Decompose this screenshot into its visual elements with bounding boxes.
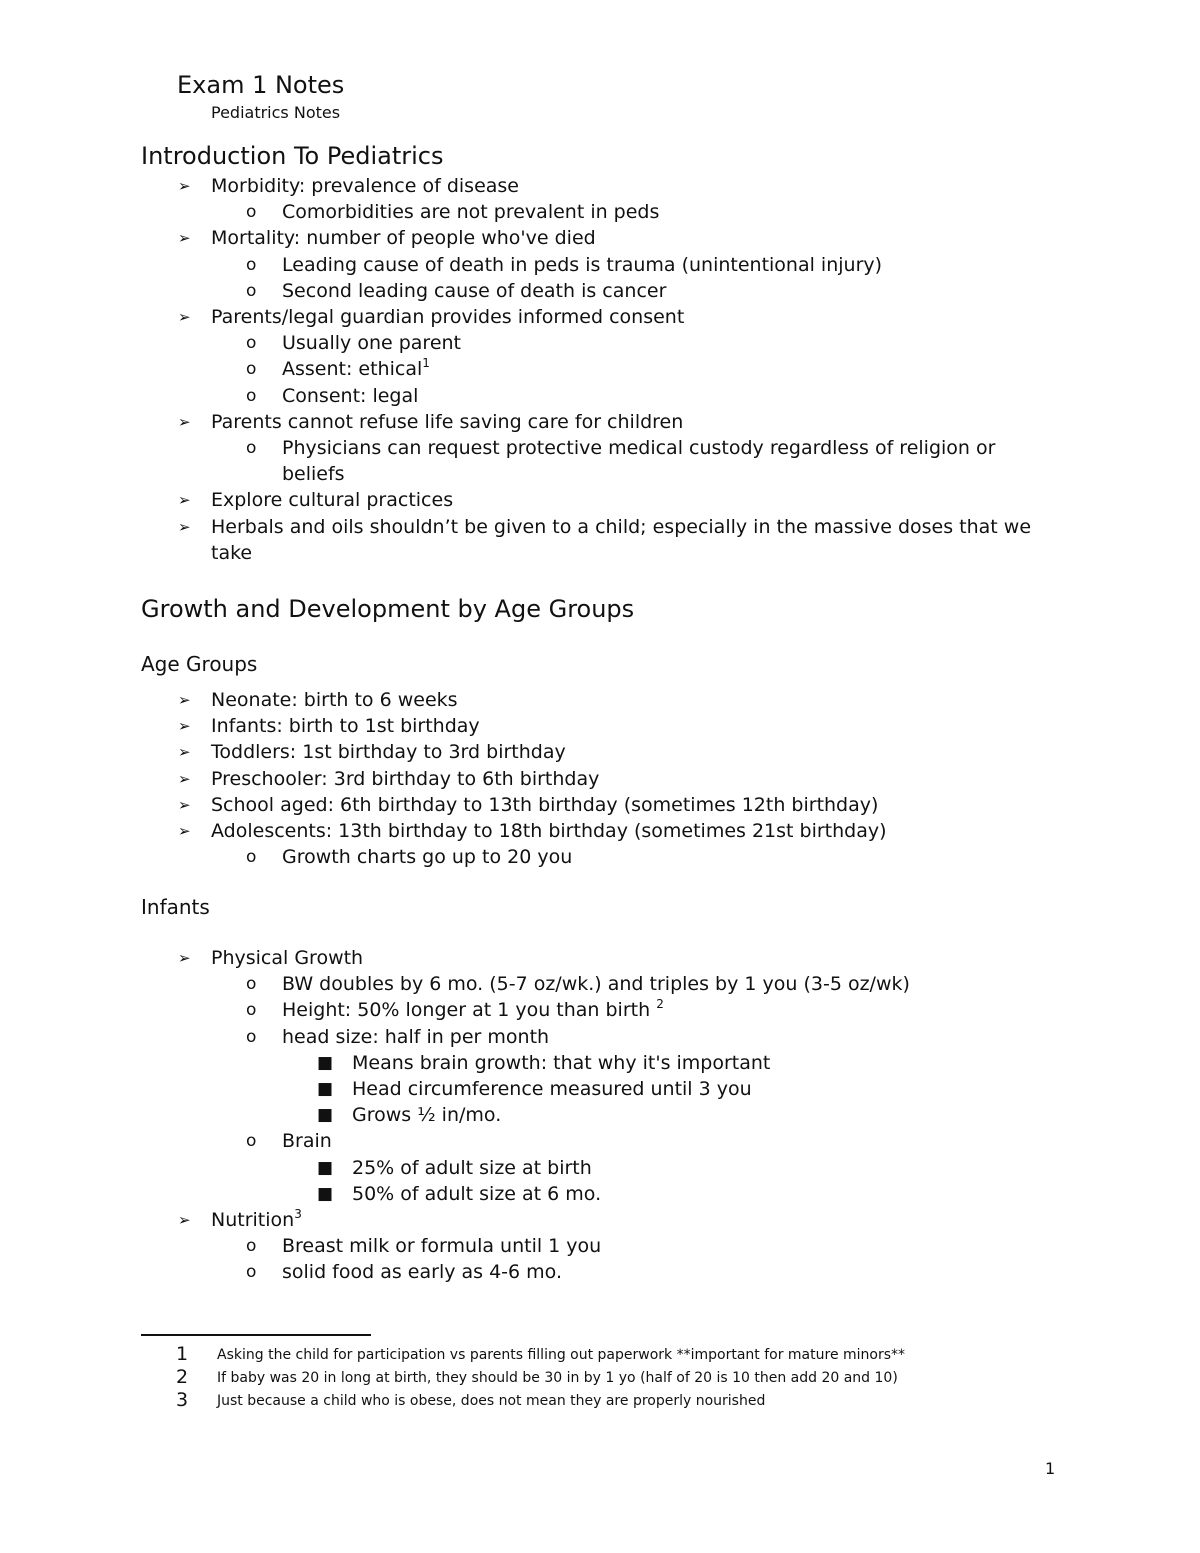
arrow-bullet-icon: ➢ [178,691,191,709]
list-item-text: head size: half in per month [282,1025,550,1048]
list-item-text: 50% of adult size at 6 mo. [352,1182,602,1205]
footnote-text: If baby was 20 in long at birth, they should be 30 in by 1 yo (half of 20 is 10 then add 20 and 10) [217,1370,898,1386]
footnote-text: Just because a child who is obese, does not mean they are properly nourished [217,1393,766,1409]
infants-list [0,945,1200,1286]
list-item [0,766,1200,792]
circle-bullet-icon: o [246,1000,257,1021]
list-item-text: Physicians can request protective medical custody regardless of religion or beliefs [282,437,996,486]
list-item-text: Preschooler: 3rd birthday to 6th birthday [211,767,600,790]
introduction-list [0,173,1200,566]
footnote-text: Asking the child for participation vs parents filling out paperwork **important for mature minors** [217,1347,906,1363]
list-item [0,971,1200,997]
list-item [0,1233,1200,1259]
square-bullet-icon: ■ [317,1105,334,1126]
circle-bullet-icon: o [246,1236,257,1257]
circle-bullet-icon: o [246,1131,257,1152]
age-groups-list [0,687,1200,870]
list-item [0,945,1200,971]
subheading-age-groups: Age Groups [141,652,258,676]
list-item [0,304,1200,330]
circle-bullet-icon: o [246,359,257,380]
list-item-text: Physical Growth [211,947,364,969]
footnote-ref[interactable]: 2 [656,997,664,1012]
footnote [0,1366,1200,1389]
list-item [0,252,1200,278]
list-item [0,199,1200,225]
list-item-text: Growth charts go up to 20 you [282,846,573,869]
list-item [0,713,1200,739]
list-item [0,792,1200,818]
list-item [0,487,1200,513]
footnotes [0,1343,1200,1412]
list-item-text: Mortality: number of people who've died [211,227,596,250]
list-item [0,739,1200,765]
document-title: Exam 1 Notes [177,71,345,99]
circle-bullet-icon: o [246,1262,257,1283]
list-item [0,1207,1200,1233]
list-item [0,173,1200,199]
list-item-text: Comorbidities are not prevalent in peds [282,201,660,224]
arrow-bullet-icon: ➢ [178,308,191,327]
footnote-number: 1 [176,1343,189,1365]
footnote-number: 2 [176,1366,189,1388]
list-item-text: Nutrition [211,1209,295,1232]
arrow-bullet-icon: ➢ [178,822,191,841]
list-item-text: Infants: birth to 1st birthday [211,715,480,738]
list-item-text: Usually one parent [282,332,462,355]
circle-bullet-icon: o [246,280,257,301]
list-item-text: 25% of adult size at birth [352,1156,592,1179]
arrow-bullet-icon: ➢ [178,229,191,248]
arrow-bullet-icon: ➢ [178,1211,191,1230]
list-item-text: Grows ½ in/mo. [352,1104,502,1127]
list-item-text: School aged: 6th birthday to 13th birthday (sometimes 12th birthday) [211,793,879,816]
circle-bullet-icon: o [246,385,257,406]
list-item [0,383,1200,409]
list-item-text: Parents/legal guardian provides informed consent [211,306,685,329]
list-item-text: Brain [282,1130,332,1153]
list-item [0,514,1071,566]
list-item [0,330,1200,356]
list-item [0,278,1200,304]
arrow-bullet-icon: ➢ [178,949,191,967]
list-item-text: Adolescents: 13th birthday to 18th birthday (sometimes 21st birthday) [211,820,887,843]
list-item [0,1259,1200,1285]
list-item-text: BW doubles by 6 mo. (5-7 oz/wk.) and triples by 1 you (3-5 oz/wk) [282,973,910,996]
arrow-bullet-icon: ➢ [178,177,191,195]
list-item-text: solid food as early as 4-6 mo. [282,1261,562,1284]
footnote [0,1389,1200,1412]
list-item [0,1076,1200,1102]
list-item-text: Assent: ethical [282,358,423,381]
circle-bullet-icon: o [246,974,257,995]
list-item-text: Parents cannot refuse life saving care for children [211,410,684,433]
list-item-text: Breast milk or formula until 1 you [282,1235,602,1258]
list-item [0,409,1200,435]
list-item [0,356,1200,382]
list-item [0,225,1200,251]
square-bullet-icon: ■ [317,1183,334,1204]
list-item [0,1128,1200,1154]
list-item-text: Neonate: birth to 6 weeks [211,689,458,711]
footnote-separator [141,1334,371,1336]
footnote [0,1343,1200,1366]
section-heading-growth: Growth and Development by Age Groups [141,595,635,623]
section-heading-introduction: Introduction To Pediatrics [141,142,444,170]
list-item-text: Toddlers: 1st birthday to 3rd birthday [211,741,566,764]
square-bullet-icon: ■ [317,1052,334,1073]
footnote-ref[interactable]: 3 [294,1207,302,1222]
footnote-number: 3 [176,1389,189,1411]
list-item-text: Herbals and oils shouldn’t be given to a child; especially in the massive doses that we take [211,515,1032,564]
list-item-text: Head circumference measured until 3 you [352,1078,752,1101]
circle-bullet-icon: o [246,847,257,868]
list-item-text: Morbidity: prevalence of disease [211,175,519,197]
list-item [0,435,1042,487]
footnote-ref[interactable]: 1 [422,356,430,371]
list-item [0,1102,1200,1128]
square-bullet-icon: ■ [317,1157,334,1178]
document-subtitle: Pediatrics Notes [211,103,341,122]
list-item [0,1024,1200,1050]
list-item [0,1050,1200,1076]
circle-bullet-icon: o [246,202,257,223]
list-item-text: Means brain growth: that why it's important [352,1051,771,1074]
arrow-bullet-icon: ➢ [178,769,191,788]
square-bullet-icon: ■ [317,1079,334,1100]
arrow-bullet-icon: ➢ [178,717,191,736]
list-item [0,687,1200,713]
list-item [0,997,1200,1023]
list-item [0,1155,1200,1181]
circle-bullet-icon: o [246,438,257,459]
list-item-text: Consent: legal [282,384,419,407]
list-item [0,1181,1200,1207]
circle-bullet-icon: o [246,333,257,354]
arrow-bullet-icon: ➢ [178,795,191,814]
list-item [0,844,1200,870]
circle-bullet-icon: o [246,1026,257,1047]
list-item-text: Explore cultural practices [211,489,454,512]
list-item-text: Height: 50% longer at 1 you than birth [282,999,651,1022]
subheading-infants: Infants [141,895,210,919]
arrow-bullet-icon: ➢ [178,517,191,536]
list-item-text: Second leading cause of death is cancer [282,279,667,302]
page-number: 1 [1045,1459,1056,1478]
arrow-bullet-icon: ➢ [178,412,191,431]
circle-bullet-icon: o [246,254,257,275]
arrow-bullet-icon: ➢ [178,743,191,762]
list-item-text: Leading cause of death in peds is trauma (unintentional injury) [282,253,883,276]
arrow-bullet-icon: ➢ [178,491,191,510]
list-item [0,818,1200,844]
